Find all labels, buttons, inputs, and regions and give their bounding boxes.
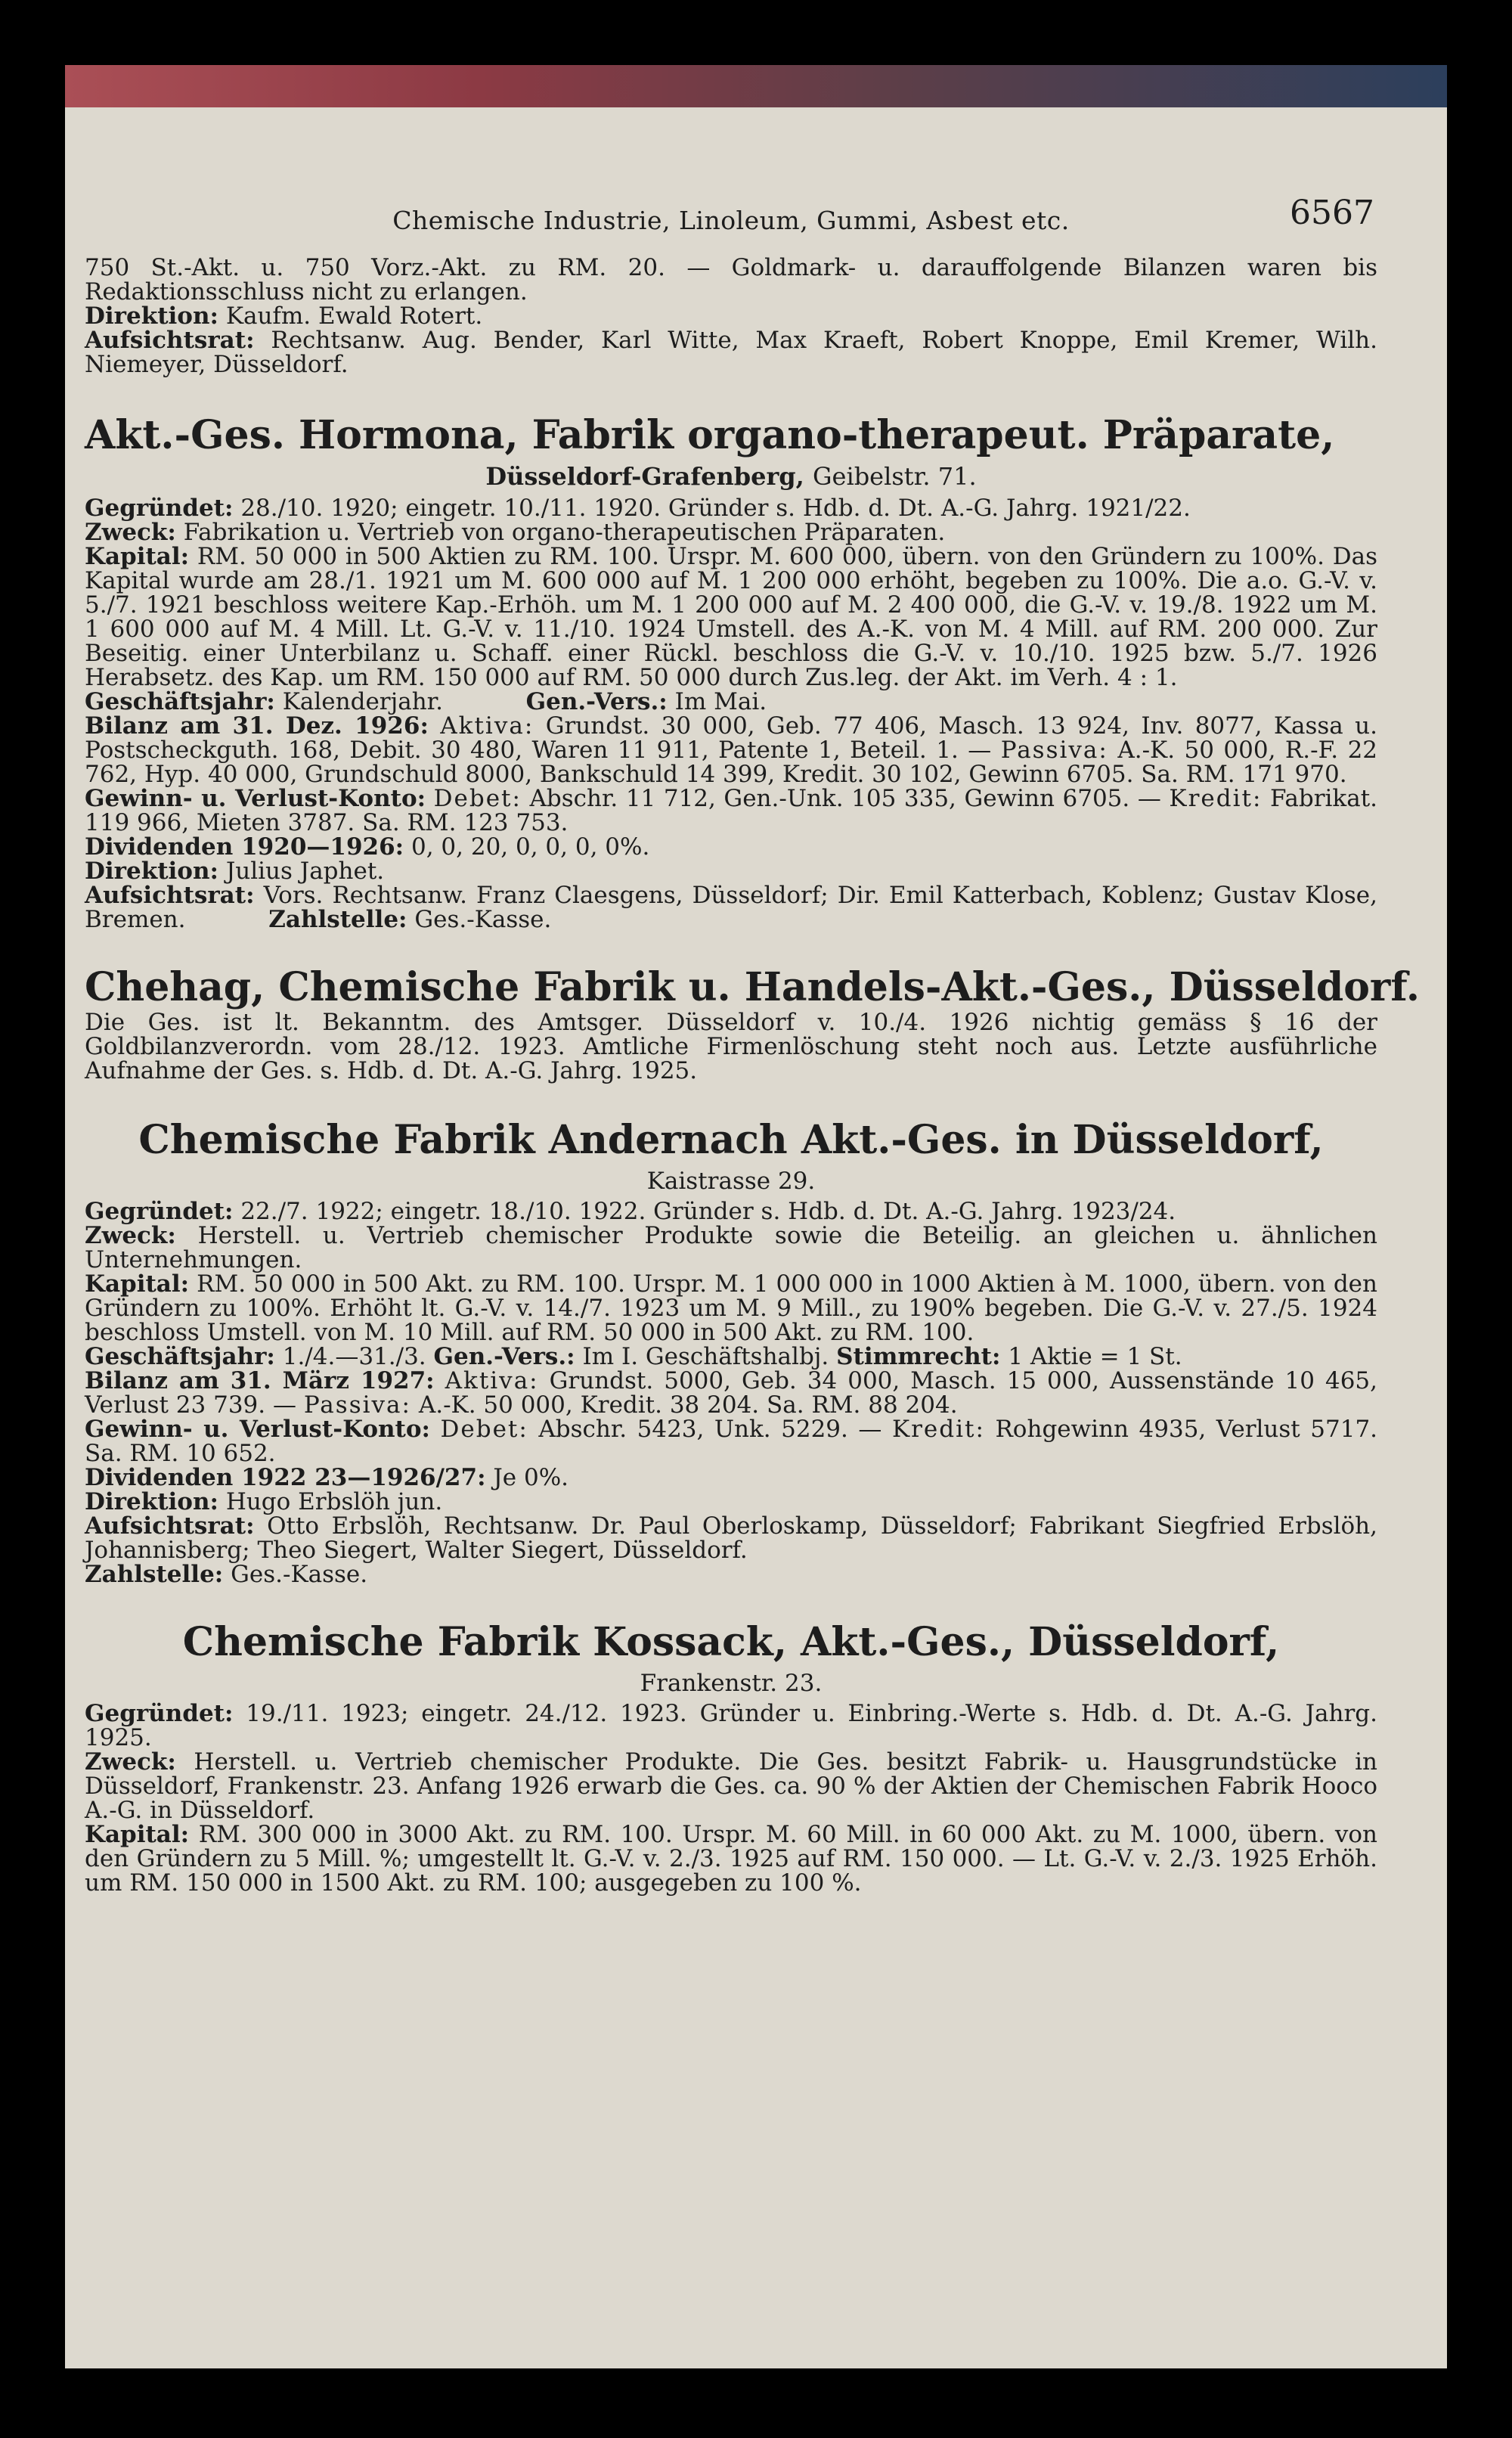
geschaeftsjahr-label: Geschäftsjahr: [85, 1343, 275, 1370]
zahlstelle-label: Zahlstelle: [85, 1561, 224, 1588]
genvers-label: Gen.-Vers.: [525, 688, 668, 715]
hormona-zweck [85, 520, 1377, 544]
aufsichtsrat-text: Vors. Rechtsanw. Franz Claesgens, Düsseldorf; Dir. Emil Katterbach, Koblenz; Gustav Klose, Bremen. [85, 882, 1378, 933]
andernach-dividenden [85, 1466, 1377, 1490]
gv-kredit-text: Rohgewinn 4935, Verlust 5717. Sa. RM. 10 652. [85, 1416, 1378, 1467]
gv-konto-label: Gewinn- u. Verlust-Konto: [85, 785, 426, 812]
genvers-label: Gen.-Vers.: [433, 1343, 575, 1370]
gegruendet-label: Gegründet: [85, 495, 234, 522]
kapital-label: Kapital: [85, 1270, 190, 1298]
hormona-bilanz [85, 714, 1377, 786]
debet-word: Debet: [440, 1416, 528, 1443]
andernach-address: Kaistrasse 29. [646, 1168, 816, 1195]
dividenden-text: Je 0%. [493, 1464, 569, 1491]
intro-direktion [85, 304, 1377, 328]
andernach-aufsichtsrat [85, 1514, 1377, 1562]
hormona-direktion [85, 859, 1377, 883]
gv-debet-text: Abschr. 5423, Unk. 5229. — [538, 1416, 882, 1443]
geschaeftsjahr-label: Geschäftsjahr: [85, 688, 275, 715]
direktion-label: Direktion: [85, 1488, 218, 1515]
zweck-text: Fabrikation u. Vertrieb von organo-therapeutischen Präparaten. [183, 519, 946, 546]
company-title-kossack: Chemische Fabrik Kossack, Akt.-Ges., Düsseldorf, [182, 1619, 1280, 1665]
aufsichtsrat-label: Aufsichtsrat: [85, 882, 255, 909]
aktiva-word: Aktiva: [445, 1367, 539, 1394]
andernach-direktion [85, 1490, 1377, 1514]
bilanz-label: Bilanz am 31. März 1927: [85, 1367, 435, 1394]
zahlstelle-text: Ges.-Kasse. [231, 1561, 368, 1588]
aufsichtsrat-label: Aufsichtsrat: [85, 327, 255, 354]
hormona-dividenden [85, 835, 1377, 859]
bilanz-aktiva-text: Grundst. 30 000, Geb. 77 406, Masch. 13 924, Inv. 8077, Kassa u. Postscheckguth. 168, Debit. 30 480, Waren 11 911, Patente 1, Beteil. 1. — [85, 712, 1378, 764]
bilanz-label: Bilanz am 31. Dez. 1926: [85, 712, 429, 740]
hormona-kapital [85, 544, 1377, 690]
andernach-bilanz [85, 1369, 1377, 1417]
hormona-geschaeftsjahr [85, 690, 1377, 714]
gegruendet-text: 19./11. 1923; eingetr. 24./12. 1923. Gründer u. Einbring.-Werte s. Hdb. d. Dt. A.-G. Jahrg. 1925. [85, 1700, 1377, 1751]
hormona-gv-konto [85, 786, 1377, 835]
kredit-word: Kredit: [1169, 785, 1263, 812]
bilanz-passiva-text: A.-K. 50 000, Kredit. 38 204. Sa. RM. 88 204. [418, 1391, 958, 1419]
stimmrecht-text: 1 Aktie = 1 St. [1008, 1343, 1182, 1370]
aufsichtsrat-label: Aufsichtsrat: [85, 1512, 255, 1540]
genvers-text: Im Mai. [674, 688, 767, 715]
company-title-chehag: Chehag, Chemische Fabrik u. Handels-Akt.-Ges., Düsseldorf. [85, 964, 1420, 1010]
passiva-word: Passiva: [1000, 737, 1108, 764]
gegruendet-text: 22./7. 1922; eingetr. 18./10. 1922. Gründer s. Hdb. d. Dt. A.-G. Jahrg. 1923/24. [240, 1198, 1176, 1225]
gegruendet-label: Gegründet: [85, 1198, 234, 1225]
genvers-text: Im I. Geschäftshalbj. [582, 1343, 829, 1370]
kapital-label: Kapital: [85, 543, 190, 570]
zweck-text: Herstell. u. Vertrieb chemischer Produkte. Die Ges. besitzt Fabrik- u. Hausgrundstücke in Düsseldorf, Frankenstr. 23. Anfang 1926 erwarb die Ges. ca. 90 % der Aktien der Chemischen Fabrik Hooco A.-G. in Düsseldorf. [85, 1748, 1377, 1824]
kossack-kapital [85, 1822, 1377, 1895]
running-head [85, 194, 1377, 240]
direktion-label: Direktion: [85, 858, 218, 885]
aufsichtsrat-text: Otto Erbslöh, Rechtsanw. Dr. Paul Oberloskamp, Düsseldorf; Fabrikant Siegfried Erbslöh, Johannisberg; Theo Siegert, Walter Siegert, Düsseldorf. [85, 1512, 1378, 1564]
dividenden-label: Dividenden 1922 23—1926/27: [85, 1464, 486, 1491]
zahlstelle-text: Ges.-Kasse. [414, 906, 552, 933]
passiva-word: Passiva: [303, 1391, 411, 1419]
direktion-text: Kaufm. Ewald Rotert. [225, 302, 483, 330]
hormona-gegruendet [85, 496, 1377, 520]
intro-text: 750 St.-Akt. u. 750 Vorz.-Akt. zu RM. 20. — Goldmark- u. darauffolgende Bilanzen waren bis Redaktionsschluss nicht zu erlangen. [85, 254, 1377, 306]
dividenden-text: 0, 0, 20, 0, 0, 0, 0%. [411, 833, 650, 861]
gegruendet-label: Gegründet: [85, 1700, 234, 1727]
direktion-label: Direktion: [85, 302, 218, 330]
andernach-kapital [85, 1272, 1377, 1345]
bilanz-aktiva-text: Grundst. 5000, Geb. 34 000, Masch. 15 000, Aussenstände 10 465, Verlust 23 739. — [85, 1367, 1377, 1419]
page-number: 6567 [1290, 194, 1374, 232]
zweck-label: Zweck: [85, 1222, 176, 1249]
debet-word: Debet: [433, 785, 522, 812]
gv-konto-label: Gewinn- u. Verlust-Konto: [85, 1416, 430, 1443]
stimmrecht-label: Stimmrecht: [836, 1343, 1001, 1370]
hormona-aufsichtsrat [85, 883, 1377, 932]
kapital-label: Kapital: [85, 1821, 190, 1848]
dividenden-label: Dividenden 1920—1926: [85, 833, 404, 861]
company-title-hormona: Akt.-Ges. Hormona, Fabrik organo-therapeut. Präparate, [85, 412, 1335, 458]
gv-kredit-text: Fabrikat. 119 966, Mieten 3787. Sa. RM. 123 753. [85, 785, 1378, 836]
andernach-geschaeftsjahr [85, 1345, 1377, 1369]
hormona-location: Düsseldorf-Grafenberg, [485, 462, 804, 491]
geschaeftsjahr-text: Kalenderjahr. [282, 688, 443, 715]
kapital-text: RM. 50 000 in 500 Aktien zu RM. 100. Urspr. M. 600 000, übern. von den Gründern zu 100%. Das Kapital wurde am 28./1. 1921 um M. 600 000 auf M. 1 200 000 erhöht, begeben zu 100%. Die a.o. G.-V. v. 5./7. 1921 beschloss weitere Kap.-Erhöh. um M. 1 200 000 auf M. 2 400 000, die G.-V. v. 19./8. 1922 um M. 1 600 000 auf M. 4 Mill. Lt. G.-V. v. 11./10. 1924 Umstell. des A.-K. von M. 4 Mill. auf RM. 200 000. Zur Beseitig. einer Unterbilanz u. Schaff. einer Rückl. beschloss die G.-V. v. 10./10. 1925 bzw. 5./7. 1926 Herabsetz. des Kap. um RM. 150 000 auf RM. 50 000 durch Zus.leg. der Akt. im Verh. 4 : 1. [85, 543, 1377, 691]
kapital-text: RM. 50 000 in 500 Akt. zu RM. 100. Urspr. M. 1 000 000 in 1000 Aktien à M. 1000, übern. von den Gründern zu 100%. Erhöht lt. G.-V. v. 14./7. 1923 um M. 9 Mill., zu 190% begeben. Die G.-V. v. 27./5. 1924 beschloss Umstell. von M. 10 Mill. auf RM. 50 000 in 500 Akt. zu RM. 100. [85, 1270, 1377, 1346]
andernach-gegruendet [85, 1199, 1377, 1224]
aufsichtsrat-text: Rechtsanw. Aug. Bender, Karl Witte, Max Kraeft, Robert Knoppe, Emil Kremer, Wilh. Niemeyer, Düsseldorf. [85, 327, 1377, 378]
page-content [85, 194, 1420, 1897]
kossack-gegruendet [85, 1701, 1377, 1750]
scan-top-strip [65, 65, 1447, 107]
bilanz-passiva-text: A.-K. 50 000, R.-F. 22 762, Hyp. 40 000, Grundschuld 8000, Bankschuld 14 399, Kredit. 30 102, Gewinn 6705. Sa. RM. 171 970. [85, 737, 1378, 788]
scanned-page [65, 65, 1447, 2368]
gegruendet-text: 28./10. 1920; eingetr. 10./11. 1920. Gründer s. Hdb. d. Dt. A.-G. Jahrg. 1921/22. [240, 495, 1191, 522]
andernach-zahlstelle [85, 1562, 1377, 1587]
intro-aufsichtsrat [85, 328, 1377, 377]
kossack-address: Frankenstr. 23. [640, 1670, 823, 1697]
kredit-word: Kredit: [891, 1416, 985, 1443]
kossack-zweck [85, 1750, 1377, 1822]
direktion-text: Julius Japhet. [225, 858, 385, 885]
company-title-andernach: Chemische Fabrik Andernach Akt.-Ges. in Düsseldorf, [138, 1117, 1324, 1163]
direktion-text: Hugo Erbslöh jun. [225, 1488, 443, 1515]
gv-debet-text: Abschr. 11 712, Gen.-Unk. 105 335, Gewinn 6705. — [529, 785, 1161, 812]
hormona-address: Geibelstr. 71. [812, 462, 977, 491]
hormona-location-line [85, 464, 1377, 489]
andernach-gv-konto [85, 1417, 1377, 1466]
aktiva-word: Aktiva: [440, 712, 534, 740]
geschaeftsjahr-text: 1./4.—31./3. [282, 1343, 426, 1370]
chehag-text: Die Ges. ist lt. Bekanntm. des Amtsger. Düsseldorf v. 10./4. 1926 nichtig gemäss § 16 der Goldbilanzverordn. vom 28./12. 1923. Amtliche Firmenlöschung steht noch aus. Letzte ausführliche Aufnahme der Ges. s. Hdb. d. Dt. A.-G. Jahrg. 1925. [85, 1009, 1377, 1084]
kapital-text: RM. 300 000 in 3000 Akt. zu RM. 100. Urspr. M. 60 Mill. in 60 000 Akt. zu M. 1000, übern. von den Gründern zu 5 Mill. %; umgestellt lt. G.-V. v. 2./3. 1925 auf RM. 150 000. — Lt. G.-V. v. 2./3. 1925 Erhöh. um RM. 150 000 in 1500 Akt. zu RM. 100; ausgegeben zu 100 %. [85, 1821, 1378, 1897]
zweck-text: Herstell. u. Vertrieb chemischer Produkte sowie die Beteilig. an gleichen u. ähnlichen Unternehmungen. [85, 1222, 1377, 1273]
zahlstelle-label: Zahlstelle: [268, 906, 407, 933]
running-head-title: Chemische Industrie, Linoleum, Gummi, Asbest etc. [392, 206, 1070, 235]
andernach-zweck [85, 1224, 1377, 1272]
zweck-label: Zweck: [85, 519, 176, 546]
zweck-label: Zweck: [85, 1748, 176, 1776]
